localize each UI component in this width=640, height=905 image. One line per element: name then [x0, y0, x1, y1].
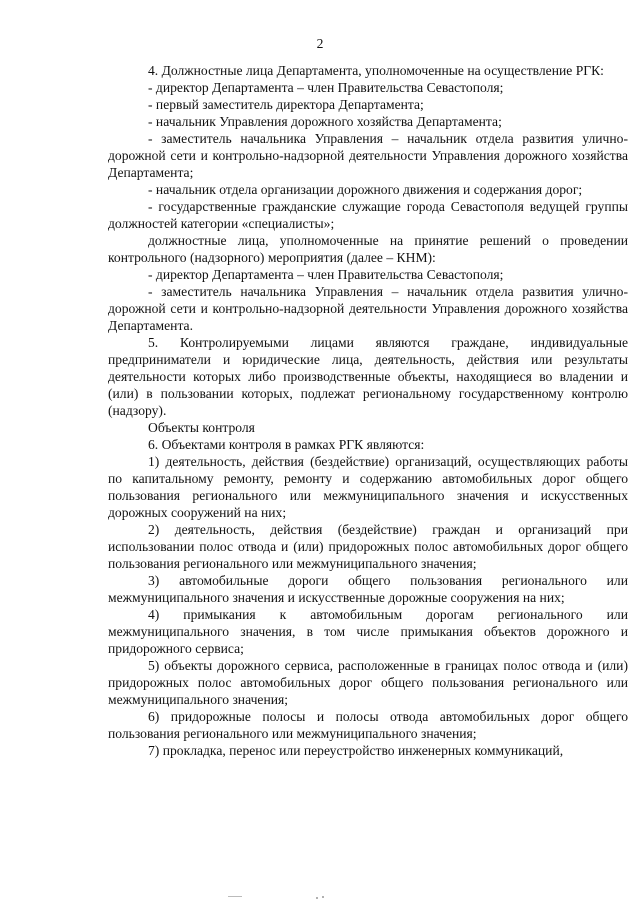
list-item: 1) деятельность, действия (бездействие) организаций, осуществляющих работы по капитальному ремонту, ремонту и содержанию автомобильных дорог общего пользования регионального или межмуниципального значения и искусственных дорожных сооружений на них; — [108, 454, 628, 520]
document-body — [108, 62, 628, 759]
paragraph-5: 5. Контролируемыми лицами являются граждане, индивидуальные предприниматели и юридические лица, деятельность, действия или результаты деятельности которых либо производственные объекты, находящиеся во владении и (или) в пользовании которых, подлежат региональному государственному контролю (надзору). — [108, 335, 628, 418]
scan-artifact-dot — [322, 896, 324, 898]
list-item: - заместитель начальника Управления – начальник отдела развития улично-дорожной сети и контрольно-надзорной деятельности Управления дорожного хозяйства Департамента. — [108, 284, 628, 333]
paragraph-6: 6. Объектами контроля в рамках РГК являются: — [148, 437, 425, 452]
list-item: - государственные гражданские служащие города Севастополя ведущей группы должностей категории «специалисты»; — [108, 199, 628, 231]
list-item: 2) деятельность, действия (бездействие) граждан и организаций при использовании полос отвода и (или) придорожных полос автомобильных дорог общего пользования регионального или межмуниципального значения; — [108, 522, 628, 571]
list-item: 6) придорожные полосы и полосы отвода автомобильных дорог общего пользования регионального или межмуниципального значения; — [108, 709, 628, 741]
list-item: - первый заместитель директора Департамента; — [148, 97, 424, 112]
list-item: - заместитель начальника Управления – начальник отдела развития улично-дорожной сети и контрольно-надзорной деятельности Управления дорожного хозяйства Департамента; — [108, 131, 628, 180]
list-item: 4) примыкания к автомобильным дорогам регионального или межмуниципального значения, в том числе примыкания объектов дорожного и придорожного сервиса; — [108, 607, 628, 656]
scan-artifact-dot — [316, 897, 318, 899]
page-number: 2 — [316, 36, 324, 51]
list-item: - директор Департамента – член Правительства Севастополя; — [148, 267, 504, 282]
list-item: 3) автомобильные дороги общего пользования регионального или межмуниципального значения и искусственные дорожные сооружения на них; — [108, 573, 628, 605]
paragraph-knm: должностные лица, уполномоченные на принятие решений о проведении контрольного (надзорного) мероприятия (далее – КНМ): — [108, 233, 628, 265]
list-item: 5) объекты дорожного сервиса, расположенные в границах полос отвода и (или) придорожных полос автомобильных дорог общего пользования регионального или межмуниципального значения; — [108, 658, 628, 707]
list-item: - директор Департамента – член Правительства Севастополя; — [148, 80, 504, 95]
section-heading: Объекты контроля — [148, 420, 255, 435]
scan-artifact-line — [228, 896, 242, 897]
paragraph-4: 4. Должностные лица Департамента, уполномоченные на осуществление РГК: — [148, 63, 604, 78]
list-item: 7) прокладка, перенос или переустройство инженерных коммуникаций, — [148, 743, 564, 758]
list-item: - начальник Управления дорожного хозяйства Департамента; — [148, 114, 502, 129]
list-item: - начальник отдела организации дорожного движения и содержания дорог; — [148, 182, 583, 197]
